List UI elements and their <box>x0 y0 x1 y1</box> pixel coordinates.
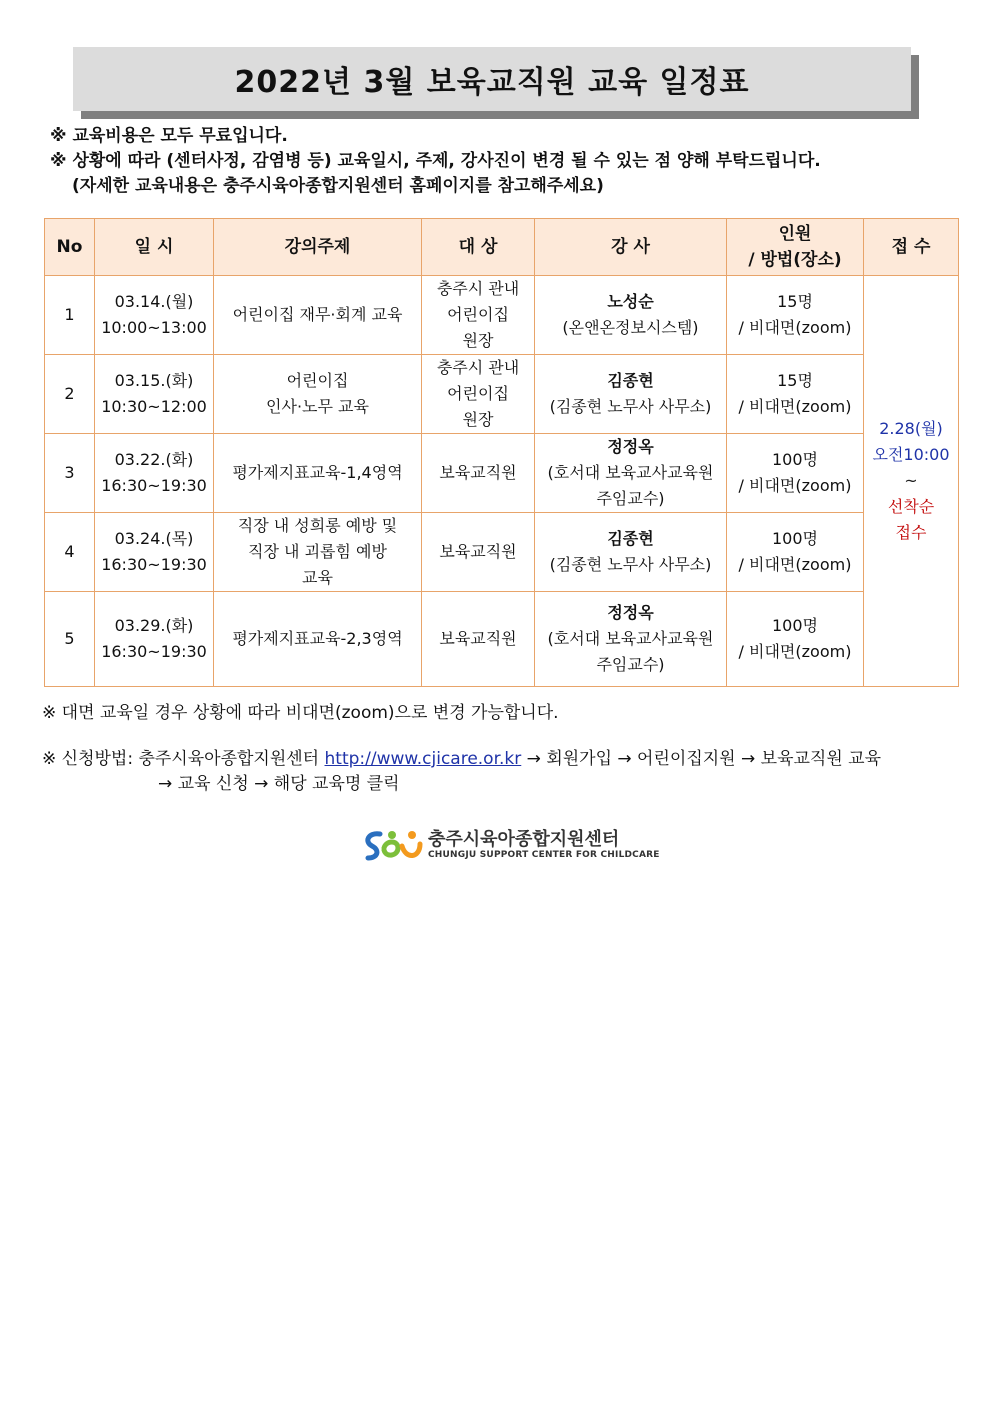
header-date: 일 시 <box>95 219 214 276</box>
application-steps: → 회원가입 → 어린이집지원 → 보육교직원 교육 <box>521 749 881 769</box>
people-count: 100명 <box>772 616 818 635</box>
cell-target <box>422 592 535 687</box>
people-count: 15명 <box>777 292 813 311</box>
cell-lecturer <box>535 513 727 592</box>
header-lecturer: 강 사 <box>535 219 727 276</box>
notice-free: ※ 교육비용은 모두 무료입니다. <box>50 126 288 146</box>
notice-change: ※ 상황에 따라 (센터사정, 감염병 등) 교육일시, 주제, 강사진이 변경 될 수 있는 점 양해 부탁드립니다. <box>50 151 821 171</box>
cell-date <box>95 513 214 592</box>
people-method: / 비대면(zoom) <box>738 476 852 495</box>
lecturer-name: 김종현 <box>607 529 654 548</box>
cell-topic <box>214 592 422 687</box>
target-line: 원장 <box>462 331 494 350</box>
target-line: 원장 <box>462 410 494 429</box>
cell-target <box>422 276 535 355</box>
target-line: 어린이집 <box>447 384 509 403</box>
header-people <box>727 219 864 276</box>
cell-no: 1 <box>45 276 95 355</box>
homepage-link[interactable]: http://www.cjicare.or.kr <box>324 749 522 769</box>
register-first-come: 선착순 <box>887 497 935 516</box>
date-day: 03.29.(화) <box>114 616 194 635</box>
date-time: 16:30~19:30 <box>101 476 207 495</box>
lecturer-name: 정정옥 <box>607 437 654 456</box>
people-method: / 비대면(zoom) <box>738 318 852 337</box>
page-title: 2022년 3월 보육교직원 교육 일정표 <box>73 47 911 111</box>
cell-no: 3 <box>45 434 95 513</box>
register-tilde: ~ <box>904 471 918 490</box>
cell-no: 5 <box>45 592 95 687</box>
table-row <box>45 276 959 355</box>
topic-line: 교육 <box>302 568 333 587</box>
lecturer-affiliation: (김종현 노무사 사무소) <box>549 555 712 574</box>
date-time: 16:30~19:30 <box>101 642 207 661</box>
topic-line: 인사·노무 교육 <box>266 397 369 416</box>
cell-date <box>95 276 214 355</box>
header-people-line1: 인원 <box>778 224 812 244</box>
cell-date <box>95 592 214 687</box>
lecturer-affiliation: (김종현 노무사 사무소) <box>549 397 712 416</box>
target-line: 보육교직원 <box>439 542 517 561</box>
childcare-center-logo-icon <box>362 826 424 864</box>
target-line: 충주시 관내 <box>436 279 520 298</box>
target-line: 충주시 관내 <box>436 358 520 377</box>
cell-date <box>95 355 214 434</box>
logo-name-english: CHUNGJU SUPPORT CENTER FOR CHILDCARE <box>428 850 660 860</box>
cell-topic <box>214 355 422 434</box>
application-method <box>42 747 881 797</box>
cell-target <box>422 355 535 434</box>
cell-lecturer <box>535 276 727 355</box>
header-target: 대 상 <box>422 219 535 276</box>
topic-line: 직장 내 괴롭힘 예방 <box>248 542 387 561</box>
people-count: 100명 <box>772 529 818 548</box>
center-logo <box>362 826 660 864</box>
people-method: / 비대면(zoom) <box>738 555 852 574</box>
application-prefix: ※ 신청방법: 충주시육아종합지원센터 <box>42 749 325 769</box>
cell-people <box>727 434 864 513</box>
logo-text <box>428 830 660 860</box>
cell-people <box>727 355 864 434</box>
register-time: 오전10:00 <box>872 445 950 464</box>
cell-topic <box>214 434 422 513</box>
topic-line: 평가제지표교육-2,3영역 <box>232 629 403 648</box>
cell-people <box>727 513 864 592</box>
lecturer-affiliation: (온앤온정보시스템) <box>562 318 699 337</box>
table-row <box>45 513 959 592</box>
cell-target <box>422 513 535 592</box>
zoom-change-note: ※ 대면 교육일 경우 상황에 따라 비대면(zoom)으로 변경 가능합니다. <box>42 703 559 723</box>
topic-line: 어린이집 <box>286 371 349 390</box>
schedule-table <box>44 218 959 687</box>
people-count: 100명 <box>772 450 818 469</box>
date-day: 03.22.(화) <box>114 450 194 469</box>
topic-line: 어린이집 재무·회계 교육 <box>232 305 403 324</box>
date-time: 10:00~13:00 <box>101 318 207 337</box>
cell-people <box>727 592 864 687</box>
people-method: / 비대면(zoom) <box>738 397 852 416</box>
header-topic: 강의주제 <box>214 219 422 276</box>
date-time: 16:30~19:30 <box>101 555 207 574</box>
people-count: 15명 <box>777 371 813 390</box>
cell-date <box>95 434 214 513</box>
lecturer-title: 주임교수) <box>596 655 665 674</box>
cell-no: 4 <box>45 513 95 592</box>
title-banner <box>73 47 911 109</box>
date-day: 03.14.(월) <box>114 292 194 311</box>
lecturer-name: 정정옥 <box>607 603 654 622</box>
cell-lecturer <box>535 355 727 434</box>
cell-target <box>422 434 535 513</box>
logo-name-korean: 충주시육아종합지원센터 <box>428 829 620 850</box>
date-day: 03.24.(목) <box>114 529 194 548</box>
cell-topic <box>214 276 422 355</box>
notice-block <box>50 124 821 199</box>
lecturer-title: 주임교수) <box>596 489 665 508</box>
date-time: 10:30~12:00 <box>101 397 207 416</box>
topic-line: 평가제지표교육-1,4영역 <box>232 463 403 482</box>
notice-homepage: (자세한 교육내용은 충주시육아종합지원센터 홈페이지를 참고해주세요) <box>72 176 604 196</box>
lecturer-name: 노성순 <box>607 292 654 311</box>
table-row <box>45 355 959 434</box>
cell-topic <box>214 513 422 592</box>
register-date: 2.28(월) <box>879 419 943 438</box>
target-line: 보육교직원 <box>439 463 517 482</box>
target-line: 보육교직원 <box>439 629 517 648</box>
lecturer-affiliation: (호서대 보육교사교육원 <box>547 463 714 482</box>
topic-line: 직장 내 성희롱 예방 및 <box>237 516 398 535</box>
table-header-row <box>45 219 959 276</box>
application-line1 <box>42 747 881 772</box>
target-line: 어린이집 <box>447 305 509 324</box>
register-accept: 접수 <box>895 523 927 542</box>
people-method: / 비대면(zoom) <box>738 642 852 661</box>
header-no: No <box>45 219 95 276</box>
cell-no: 2 <box>45 355 95 434</box>
date-day: 03.15.(화) <box>114 371 194 390</box>
cell-lecturer <box>535 434 727 513</box>
table-row <box>45 592 959 687</box>
cell-register <box>864 276 959 687</box>
table-row <box>45 434 959 513</box>
header-register: 접 수 <box>864 219 959 276</box>
cell-lecturer <box>535 592 727 687</box>
header-people-line2: / 방법(장소) <box>748 250 842 270</box>
lecturer-affiliation: (호서대 보육교사교육원 <box>547 629 714 648</box>
cell-people <box>727 276 864 355</box>
lecturer-name: 김종현 <box>607 371 654 390</box>
application-line2: → 교육 신청 → 해당 교육명 클릭 <box>158 774 400 794</box>
